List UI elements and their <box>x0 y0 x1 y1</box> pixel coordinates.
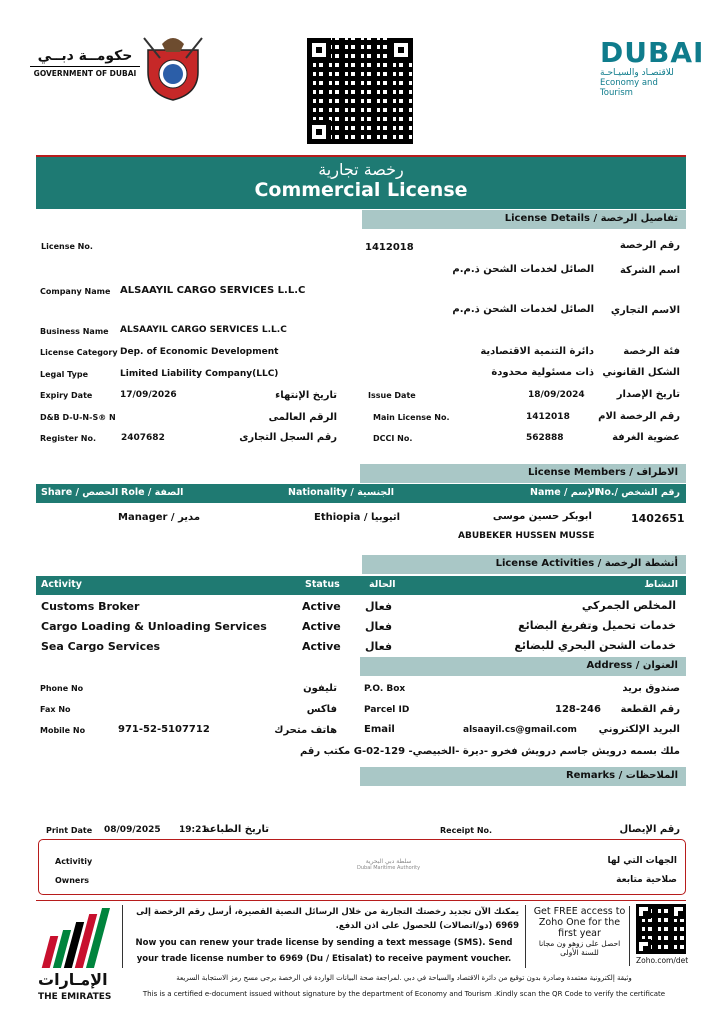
dma-ar: سلطة دبي البحرية <box>365 858 412 865</box>
address-title: Address / العنوان <box>586 660 678 671</box>
col-activity: Activity <box>41 579 82 590</box>
footer-divider <box>36 900 686 901</box>
activity-row <box>36 597 686 617</box>
remarks-header <box>360 767 686 786</box>
col-no: No./ رقم الشخص <box>596 487 680 498</box>
pobox-en-label: P.O. Box <box>364 684 406 694</box>
det-en: Economy and Tourism <box>600 78 658 98</box>
category-en-value: Dep. of Economic Development <box>120 347 279 357</box>
authority-ar-1: الجهات التي لها <box>607 856 677 866</box>
col-status-ar: الحالة <box>369 579 396 590</box>
sms-ar: يمكنك الآن تجديد رخصتك التجارية من خلال الرسائل النصية القصيرة، أرسل رقم الرخصة إلى 6969 (دو/اتصالات) للحصول على اذن الدفع. <box>136 907 519 931</box>
dma-en: Dubai Maritime Authority <box>357 865 421 871</box>
activity-status: Active <box>302 640 341 653</box>
expiry-ar-label: تاريخ الإنتهاء <box>275 390 337 401</box>
license-activities-title: License Activities / أنشطة الرخصة <box>495 558 678 569</box>
category-ar-value: دائرة التنمية الاقتصادية <box>480 346 594 357</box>
dma-logo <box>357 858 420 871</box>
title-banner <box>36 157 686 209</box>
phone-en-label: Phone No <box>40 684 84 693</box>
phone-ar-label: تليفون <box>303 683 337 694</box>
fax-ar-label: فاكس <box>306 704 337 715</box>
emirates-logo <box>38 906 118 1002</box>
activity-row <box>36 617 686 637</box>
activity-ar: خدمات تحميل وتفريغ البضائع <box>518 619 676 632</box>
business-en-label: Business Name <box>40 327 109 336</box>
zoho-url: Zoho.com/det <box>636 956 689 965</box>
certified-ar: وثيقة إلكترونية معتمدة وصادرة بدون توقيع من دائرة الاقتصاد والسياحة في دبي .لمراجعة صحة البيانات الواردة في الرخصة يرجى مسح رمز الاستجابة السريعة <box>176 974 632 982</box>
license-no-ar: رقم الرخصة <box>619 240 680 251</box>
authority-box <box>38 839 686 895</box>
member-name-ar: ابوبكر حسين موسى <box>492 511 592 522</box>
sms-en: Now you can renew your trade license by sending a text message (SMS). Send your trade license number to 6969 (Du / Etisalat) to receive payment voucher. <box>135 938 513 964</box>
parcel-value: 128-246 <box>555 704 601 715</box>
emirates-en: THE EMIRATES <box>38 992 112 1002</box>
gov-en: GOVERNMENT OF DUBAI <box>30 66 140 78</box>
emirates-ar: الإمـارات <box>38 970 108 989</box>
member-row <box>36 505 686 545</box>
col-share: Share / الحصص <box>41 487 119 498</box>
activity-en: Customs Broker <box>41 600 140 613</box>
activity-status-ar: فعال <box>365 600 393 613</box>
license-members-title: License Members / الاطراف <box>528 467 678 478</box>
category-en-label: License Category <box>40 348 118 357</box>
col-status: Status <box>305 579 340 590</box>
dubai-det-logo <box>600 36 705 98</box>
authority-activity: Activitiy <box>55 857 93 866</box>
license-details-header <box>362 210 686 229</box>
print-date-label: Print Date <box>46 826 93 835</box>
issue-en-label: Issue Date <box>368 391 416 400</box>
activity-row <box>36 637 686 657</box>
member-no: 1402651 <box>631 512 685 525</box>
category-ar-label: فئة الرخصة <box>623 346 680 357</box>
title-en: Commercial License <box>254 179 468 201</box>
member-role: Manager / مدير <box>118 512 201 523</box>
activity-status: Active <box>302 600 341 613</box>
zoho-box <box>530 906 630 966</box>
legal-ar-label: الشكل القانوني <box>602 367 680 378</box>
main-license-en-label: Main License No. <box>373 413 450 422</box>
expiry-en-label: Expiry Date <box>40 391 93 400</box>
col-activity-ar: النشاط <box>644 579 678 590</box>
print-date-ar: تاريخ الطباعة <box>203 824 269 835</box>
activity-ar: خدمات الشحن البحري للبضائع <box>514 639 676 652</box>
activity-status: Active <box>302 620 341 633</box>
address-header <box>360 657 686 676</box>
print-time: 19:21 <box>179 825 208 835</box>
main-license-ar-label: رقم الرخصة الام <box>598 411 680 422</box>
license-no-value: 1412018 <box>365 242 414 253</box>
legal-en-label: Legal Type <box>40 370 89 379</box>
zoho-en: Get FREE access to Zoho One for the first year <box>533 906 626 939</box>
header-qr-code <box>307 38 413 144</box>
mobile-en-label: Mobile No <box>40 726 86 735</box>
print-date-value: 08/09/2025 <box>104 825 161 835</box>
title-ar: رخصة تجارية <box>318 160 404 179</box>
col-role: Role / الصفة <box>121 487 184 498</box>
business-en-value: ALSAAYIL CARGO SERVICES L.L.C <box>120 325 287 335</box>
authority-owners: Owners <box>55 876 90 885</box>
register-value: 2407682 <box>121 433 165 443</box>
dcci-value: 562888 <box>526 433 564 443</box>
fax-en-label: Fax No <box>40 705 71 714</box>
register-ar-label: رقم السجل التجارى <box>239 432 337 443</box>
activity-en: Sea Cargo Services <box>41 640 161 653</box>
dubai-logo-text: DUBAI <box>600 36 705 69</box>
receipt-ar: رقم الإيصال <box>619 824 680 835</box>
dubai-emblem-icon <box>140 32 206 102</box>
activity-status-ar: فعال <box>365 640 393 653</box>
license-members-header <box>360 464 686 483</box>
dcci-en-label: DCCI No. <box>373 434 413 443</box>
members-table-header <box>36 484 686 503</box>
legal-ar-value: ذات مسئولية محدودة <box>491 367 594 378</box>
zoho-ar: احصل على زوهو ون مجانا للسنة الأولى <box>538 939 621 957</box>
activity-rows <box>36 597 686 657</box>
trade-ar-label: الاسم التجاري <box>610 305 680 316</box>
footer-qr-code <box>636 904 686 954</box>
col-nationality: Nationality / الجنسية <box>288 487 395 498</box>
company-en-value: ALSAAYIL CARGO SERVICES L.L.C <box>120 285 306 296</box>
parcel-en-label: Parcel ID <box>364 705 410 715</box>
company-ar-value: الصائل لخدمات الشحن ذ.م.م <box>452 264 594 275</box>
license-no-label: License No. <box>41 242 93 251</box>
trade-ar-value: الصائل لخدمات الشحن ذ.م.م <box>452 304 594 315</box>
receipt-label: Receipt No. <box>440 826 493 835</box>
det-ar: للاقتصـاد والسيـاحـة <box>600 68 674 78</box>
government-of-dubai-logo <box>30 48 140 88</box>
mobile-ar-label: هاتف متحرك <box>274 725 337 736</box>
full-address: ملك بسمه درويش جاسم درويش فخرو -ديرة -الخبيصي- G-02-129 مكتب رقم <box>299 746 680 757</box>
issue-value: 18/09/2024 <box>528 390 585 400</box>
email-value: alsaayil.cs@gmail.com <box>463 725 577 735</box>
activity-ar: المخلص الجمركي <box>581 599 676 612</box>
email-en-label: Email <box>364 724 395 735</box>
col-name: Name / الإسم <box>530 487 598 498</box>
member-name-en: ABUBEKER HUSSEN MUSSE <box>458 531 595 541</box>
certified-en: This is a certified e-document issued without signature by the department of Economy and Tourism .Kindly scan the QR Code to verify the certificate <box>142 990 666 998</box>
duns-ar-label: الرقم العالمى <box>268 412 337 423</box>
register-en-label: Register No. <box>40 434 97 443</box>
email-ar-label: البريد الإلكتروني <box>598 724 680 735</box>
activities-table-header <box>36 576 686 595</box>
company-ar-label: اسم الشركة <box>619 265 680 276</box>
remarks-title: Remarks / الملاحظات <box>565 770 678 781</box>
mobile-value: 971-52-5107712 <box>118 724 210 735</box>
activity-en: Cargo Loading & Unloading Services <box>41 620 267 633</box>
pobox-ar-label: صندوق بريد <box>622 683 680 694</box>
dcci-ar-label: عضوية الغرفة <box>612 432 680 443</box>
main-license-value: 1412018 <box>526 412 570 422</box>
activity-status-ar: فعال <box>365 620 393 633</box>
member-nationality: Ethiopia / اثيوبيا <box>314 512 401 523</box>
gov-ar: حكومــة دبــي <box>37 48 133 64</box>
authority-ar-2: صلاحية متابعة <box>616 875 677 885</box>
legal-en-value: Limited Liability Company(LLC) <box>120 369 279 379</box>
expiry-value: 17/09/2026 <box>120 390 177 400</box>
issue-ar-label: تاريخ الإصدار <box>616 389 680 400</box>
parcel-ar-label: رقم القطعة <box>620 704 680 715</box>
company-en-label: Company Name <box>40 287 111 296</box>
license-activities-header <box>362 555 686 574</box>
sms-renewal-box <box>122 905 526 968</box>
duns-en-label: D&B D-U-N-S® N <box>40 413 116 422</box>
license-details-title: License Details / تفاصيل الرخصة <box>504 213 678 224</box>
